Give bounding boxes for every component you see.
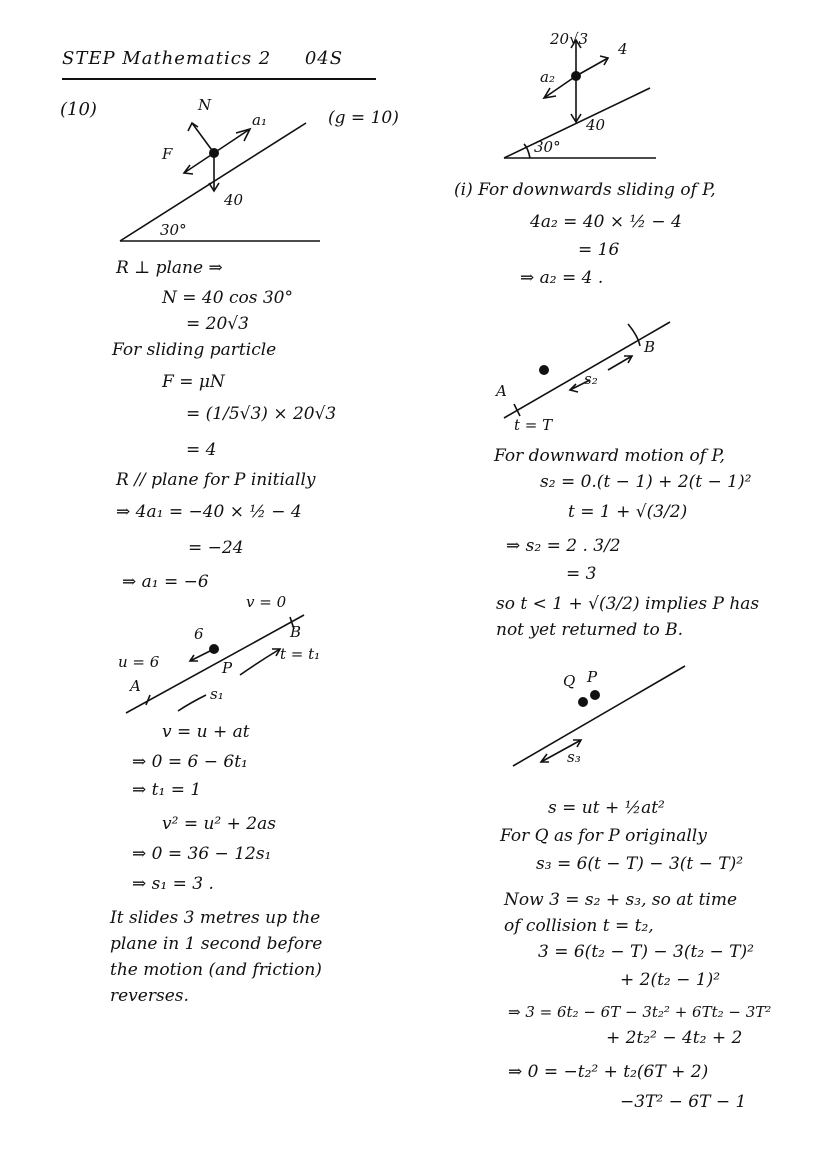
- left-line-9: ⇒ 4a₁ = −40 × ½ − 4: [116, 502, 302, 522]
- left-line-4: For sliding particle: [112, 340, 277, 360]
- conclusion-3: the motion (and friction): [110, 960, 322, 980]
- particle-P: [209, 644, 219, 654]
- left-line-11: ⇒ a₁ = −6: [122, 572, 209, 592]
- conclusion-2: plane in 1 second before: [110, 934, 323, 954]
- right3-line-11: −3T² − 6T − 1: [620, 1092, 747, 1112]
- left-line-5: F = μN: [162, 372, 225, 392]
- right1-line-4: ⇒ a₂ = 4 .: [520, 268, 604, 288]
- label-six: 6: [194, 625, 204, 643]
- label-weight: 40: [224, 191, 244, 209]
- left2-line-5: ⇒ 0 = 36 − 12s₁: [132, 844, 272, 864]
- right2-line-5: = 3: [566, 564, 597, 584]
- right3-line-5: of collision t = t₂,: [504, 916, 654, 936]
- incline-force-diagram-2: [500, 28, 660, 163]
- label-w: 40: [586, 116, 606, 134]
- right3-line-10: ⇒ 0 = −t₂² + t₂(6T + 2): [508, 1062, 709, 1082]
- label-B: B: [290, 623, 302, 641]
- right2-line-3: t = 1 + √(3/2): [568, 502, 688, 522]
- normal-arrow: [192, 123, 214, 153]
- label-s3: s₃: [567, 748, 581, 766]
- right3-line-6: 3 = 6(t₂ − T) − 3(t₂ − T)²: [538, 942, 754, 962]
- slope-line: [120, 123, 306, 241]
- right2-line-6: so t < 1 + √(3/2) implies P has: [496, 594, 760, 614]
- left-line-7: = 4: [186, 440, 217, 460]
- label-tT: t = T: [514, 416, 553, 434]
- label-t1: t = t₁: [280, 645, 321, 663]
- right1-line-2: 4a₂ = 40 × ½ − 4: [530, 212, 682, 232]
- incline-force-diagram-1: [110, 95, 330, 245]
- right2-line-1: For downward motion of P,: [494, 446, 725, 466]
- right1-line-3: = 16: [578, 240, 620, 260]
- left2-line-2: ⇒ 0 = 6 − 6t₁: [132, 752, 248, 772]
- label-u6: u = 6: [118, 653, 160, 671]
- label-A: A: [130, 677, 141, 695]
- label-A: A: [496, 382, 507, 400]
- right3-line-1: s = ut + ½at²: [548, 798, 665, 818]
- label-r: 20√3: [550, 30, 589, 48]
- label-v0: v = 0: [246, 593, 287, 611]
- right2-line-7: not yet returned to B.: [496, 620, 684, 640]
- friction-arrow: [184, 153, 214, 173]
- label-Q: Q: [563, 672, 576, 690]
- label-P: P: [222, 659, 233, 677]
- motion-diagram-up: [110, 595, 320, 720]
- label-a1: a₁: [252, 111, 267, 129]
- friction-arrow: [576, 58, 608, 76]
- motion-diagram-down: [490, 318, 690, 433]
- header-title: STEP Mathematics 2: [62, 48, 272, 69]
- left2-line-4: v² = u² + 2as: [162, 814, 276, 834]
- page-header: [62, 48, 343, 69]
- label-N: N: [198, 96, 212, 114]
- right3-line-2: For Q as for P originally: [500, 826, 707, 846]
- particle: [539, 365, 549, 375]
- right3-line-7: + 2(t₂ − 1)²: [620, 970, 721, 990]
- conclusion-1: It slides 3 metres up the: [110, 908, 321, 928]
- label-P: P: [587, 668, 598, 686]
- left-line-10: = −24: [188, 538, 244, 558]
- particle-P: [590, 690, 600, 700]
- right1-line-1: (i) For downwards sliding of P,: [454, 180, 716, 200]
- right3-line-3: s₃ = 6(t − T) − 3(t − T)²: [536, 854, 744, 874]
- right2-line-2: s₂ = 0.(t − 1) + 2(t − 1)²: [540, 472, 752, 492]
- question-number: (10): [60, 99, 97, 120]
- collision-diagram: [505, 662, 695, 772]
- label-f: 4: [618, 40, 628, 58]
- left2-line-1: v = u + at: [162, 722, 250, 742]
- label-angle: 30°: [534, 138, 561, 156]
- header-code: 04S: [304, 48, 344, 69]
- left-line-2: N = 40 cos 30°: [162, 288, 293, 308]
- conclusion-4: reverses.: [110, 986, 189, 1006]
- g-note: (g = 10): [328, 108, 399, 128]
- left2-line-3: ⇒ t₁ = 1: [132, 780, 202, 800]
- right3-line-9: + 2t₂² − 4t₂ + 2: [606, 1028, 743, 1048]
- left-line-8: R // plane for P initially: [116, 470, 316, 490]
- right3-line-4: Now 3 = s₂ + s₃, so at time: [504, 890, 738, 910]
- particle-Q: [578, 697, 588, 707]
- label-a2: a₂: [540, 68, 555, 86]
- left2-line-6: ⇒ s₁ = 3 .: [132, 874, 214, 894]
- label-F: F: [162, 145, 173, 163]
- label-s2: s₂: [584, 370, 598, 388]
- right3-line-8: ⇒ 3 = 6t₂ − 6T − 3t₂² + 6Tt₂ − 3T²: [508, 1003, 772, 1021]
- left-line-6: = (1/5√3) × 20√3: [186, 404, 337, 424]
- label-s1: s₁: [210, 685, 224, 703]
- header-rule: [62, 78, 376, 80]
- label-B: B: [644, 338, 656, 356]
- right2-line-4: ⇒ s₂ = 2 . 3/2: [506, 536, 621, 556]
- left-line-1: R ⊥ plane ⇒: [116, 258, 223, 278]
- label-angle: 30°: [160, 221, 187, 239]
- left-line-3: = 20√3: [186, 314, 249, 334]
